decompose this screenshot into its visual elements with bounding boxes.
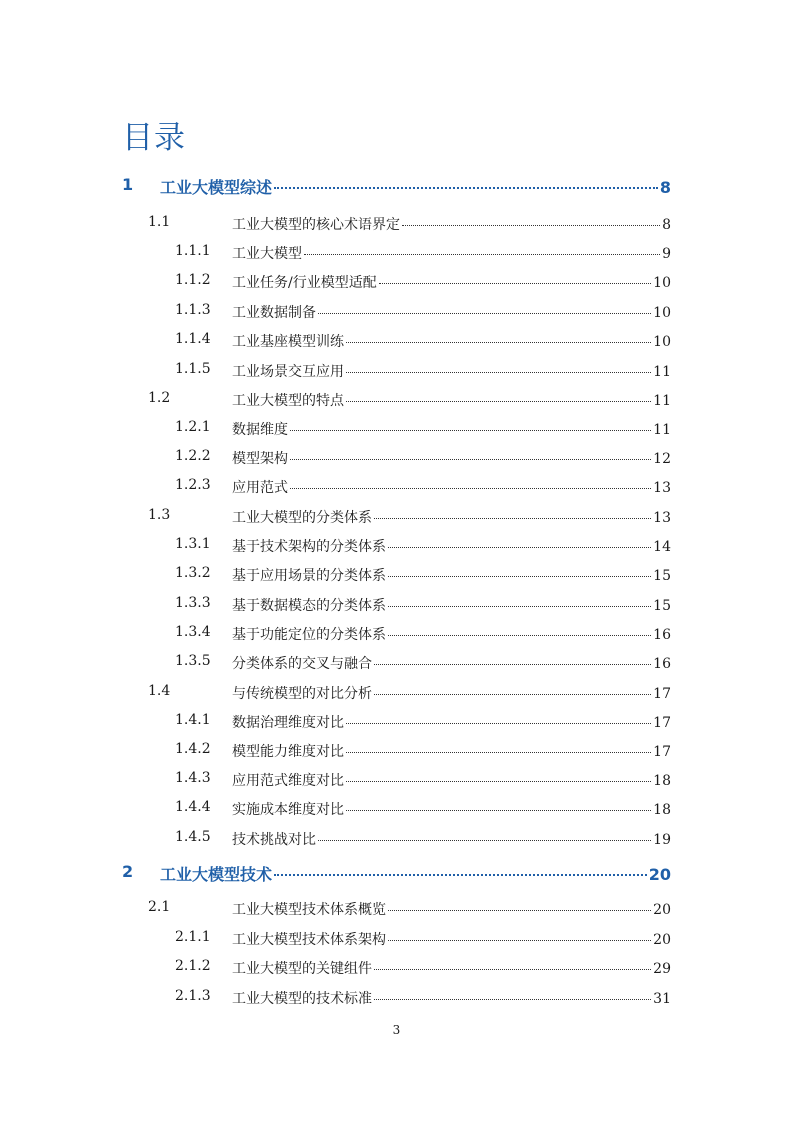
toc-entry-number: 1.2.3 [175, 477, 211, 493]
dot-leader [346, 752, 651, 753]
toc-entry-page: 11 [653, 393, 671, 409]
toc-entry-number: 1.2.2 [175, 448, 211, 464]
dot-leader [346, 781, 651, 782]
toc-entry-label: 工业大模型的技术标准 [232, 991, 372, 1007]
toc-entry-number: 1.1.1 [175, 243, 211, 259]
toc-entry-number: 1 [122, 175, 134, 194]
toc-entry-label: 分类体系的交叉与融合 [232, 656, 372, 672]
dot-leader [274, 187, 658, 189]
toc-entry-label: 实施成本维度对比 [232, 802, 344, 818]
toc-entry-page: 20 [648, 865, 671, 884]
toc-entry-page: 17 [653, 744, 671, 760]
dot-leader [374, 694, 651, 695]
toc-entry-link[interactable] [232, 419, 671, 439]
toc-entry-page: 13 [653, 480, 671, 496]
toc-entry-page: 20 [653, 902, 671, 918]
toc-entry-label: 基于技术架构的分类体系 [232, 539, 386, 555]
dot-leader [374, 518, 651, 519]
toc-entry-link[interactable] [232, 536, 671, 556]
toc-entry-label: 数据治理维度对比 [232, 715, 344, 731]
toc-entry-page: 20 [653, 932, 671, 948]
toc-entry-number: 1.1.3 [175, 302, 211, 318]
toc-entry-label: 基于数据模态的分类体系 [232, 598, 386, 614]
toc-entry-page: 17 [653, 686, 671, 702]
toc-entry-link[interactable] [232, 899, 671, 919]
toc-entry-link[interactable] [232, 214, 671, 234]
toc-entry-number: 1.4.2 [175, 741, 211, 757]
toc-entry-number: 1.1.5 [175, 361, 211, 377]
toc-entry-label: 工业大模型的特点 [232, 393, 344, 409]
toc-entry-number: 1.3.2 [175, 565, 211, 581]
toc-entry-page: 14 [653, 539, 671, 555]
page-number: 3 [392, 1023, 401, 1037]
toc-entry-page: 17 [653, 715, 671, 731]
dot-leader [290, 488, 651, 489]
toc-entry-link[interactable] [232, 799, 671, 819]
dot-leader [388, 940, 651, 941]
toc-entry-link[interactable] [232, 988, 671, 1008]
toc-entry-page: 11 [653, 422, 671, 438]
dot-leader [346, 810, 651, 811]
toc-entry-label: 工业大模型的分类体系 [232, 510, 372, 526]
dot-leader [346, 723, 651, 724]
toc-entry-link[interactable] [232, 653, 671, 673]
dot-leader [388, 910, 651, 911]
page-title: 目录 [122, 120, 186, 156]
toc-entry-number: 1.4.4 [175, 799, 211, 815]
toc-entry-number: 2.1.1 [175, 929, 211, 945]
toc-entry-page: 15 [653, 568, 671, 584]
toc-entry-link[interactable] [232, 565, 671, 585]
toc-entry-number: 1.3.1 [175, 536, 211, 552]
toc-entry-page: 16 [653, 627, 671, 643]
toc-entry-page: 13 [653, 510, 671, 526]
toc-entry-label: 与传统模型的对比分析 [232, 686, 372, 702]
dot-leader [388, 606, 651, 607]
toc-entry-link[interactable] [160, 175, 671, 198]
toc-entry-link[interactable] [160, 862, 671, 885]
toc-entry-number: 2.1.2 [175, 958, 211, 974]
dot-leader [346, 401, 651, 402]
toc-entry-page: 8 [662, 217, 671, 233]
toc-entry-link[interactable] [232, 390, 671, 410]
dot-leader [346, 342, 651, 343]
toc-entry-link[interactable] [232, 741, 671, 761]
dot-leader [304, 254, 660, 255]
toc-entry-label: 技术挑战对比 [232, 832, 316, 848]
toc-entry-number: 1.4.1 [175, 712, 211, 728]
toc-entry-label: 模型架构 [232, 451, 288, 467]
toc-entry-number: 1.3.5 [175, 653, 211, 669]
toc-entry-link[interactable] [232, 507, 671, 527]
toc-entry-link[interactable] [232, 331, 671, 351]
toc-entry-page: 10 [653, 334, 671, 350]
dot-leader [346, 372, 651, 373]
dot-leader [318, 313, 651, 314]
toc-entry-link[interactable] [232, 272, 671, 292]
toc-entry-label: 基于应用场景的分类体系 [232, 568, 386, 584]
toc-entry-number: 1.3 [148, 507, 171, 523]
dot-leader [388, 635, 651, 636]
toc-entry-label: 基于功能定位的分类体系 [232, 627, 386, 643]
dot-leader [290, 459, 651, 460]
toc-entry-label: 工业大模型综述 [160, 178, 273, 197]
toc-entry-label: 工业场景交互应用 [232, 364, 344, 380]
toc-entry-number: 1.2 [148, 390, 171, 406]
toc-entry-label: 工业任务/行业模型适配 [232, 275, 377, 291]
toc-entry-link[interactable] [232, 683, 671, 703]
toc-entry-number: 1.1.4 [175, 331, 211, 347]
toc-entry-link[interactable] [232, 477, 671, 497]
dot-leader [274, 874, 647, 876]
toc-entry-page: 19 [653, 832, 671, 848]
toc-entry-link[interactable] [232, 712, 671, 732]
toc-entry-link[interactable] [232, 929, 671, 949]
toc-entry-page: 16 [653, 656, 671, 672]
toc-entry-number: 2.1 [148, 899, 171, 915]
toc-entry-number: 1.4.3 [175, 770, 211, 786]
toc-entry-label: 工业大模型的核心术语界定 [232, 217, 400, 233]
toc-entry-link[interactable] [232, 302, 671, 322]
dot-leader [290, 430, 651, 431]
toc-entry-label: 工业基座模型训练 [232, 334, 344, 350]
dot-leader [374, 999, 651, 1000]
toc-entry-number: 1.4.5 [175, 829, 211, 845]
toc-entry-label: 工业大模型技术体系概览 [232, 902, 386, 918]
dot-leader [374, 969, 651, 970]
dot-leader [379, 283, 651, 284]
toc-entry-link[interactable] [232, 595, 671, 615]
toc-entry-label: 工业数据制备 [232, 305, 316, 321]
toc-entry-page: 31 [653, 991, 671, 1007]
toc-entry-number: 1.1 [148, 214, 171, 230]
toc-entry-link[interactable] [232, 829, 671, 849]
toc-entry-page: 29 [653, 961, 671, 977]
toc-entry-label: 工业大模型技术体系架构 [232, 932, 386, 948]
dot-leader [374, 664, 651, 665]
toc-entry-link[interactable] [232, 624, 671, 644]
toc-entry-label: 工业大模型 [232, 246, 302, 262]
toc-entry-label: 工业大模型的关键组件 [232, 961, 372, 977]
toc-entry-number: 1.1.2 [175, 272, 211, 288]
toc-entry-number: 1.3.4 [175, 624, 211, 640]
toc-entry-page: 9 [662, 246, 671, 262]
toc-entry-label: 应用范式维度对比 [232, 773, 344, 789]
toc-entry-page: 12 [653, 451, 671, 467]
toc-entry-number: 2 [122, 862, 134, 881]
toc-entry-page: 18 [653, 773, 671, 789]
toc-entry-page: 10 [653, 305, 671, 321]
dot-leader [402, 225, 660, 226]
toc-entry-label: 应用范式 [232, 480, 288, 496]
toc-entry-link[interactable] [232, 361, 671, 381]
toc-entry-page: 11 [653, 364, 671, 380]
toc-entry-link[interactable] [232, 770, 671, 790]
toc-entry-number: 1.2.1 [175, 419, 211, 435]
toc-entry-link[interactable] [232, 448, 671, 468]
toc-entry-page: 8 [659, 178, 671, 197]
toc-entry-link[interactable] [232, 243, 671, 263]
toc-entry-page: 10 [653, 275, 671, 291]
toc-entry-label: 模型能力维度对比 [232, 744, 344, 760]
toc-entry-number: 1.4 [148, 683, 171, 699]
toc-entry-label: 工业大模型技术 [160, 865, 273, 884]
dot-leader [318, 840, 651, 841]
dot-leader [388, 576, 651, 577]
toc-entry-page: 18 [653, 802, 671, 818]
toc-entry-label: 数据维度 [232, 422, 288, 438]
dot-leader [388, 547, 651, 548]
toc-entry-number: 2.1.3 [175, 988, 211, 1004]
toc-entry-page: 15 [653, 598, 671, 614]
toc-entry-link[interactable] [232, 958, 671, 978]
toc-entry-number: 1.3.3 [175, 595, 211, 611]
